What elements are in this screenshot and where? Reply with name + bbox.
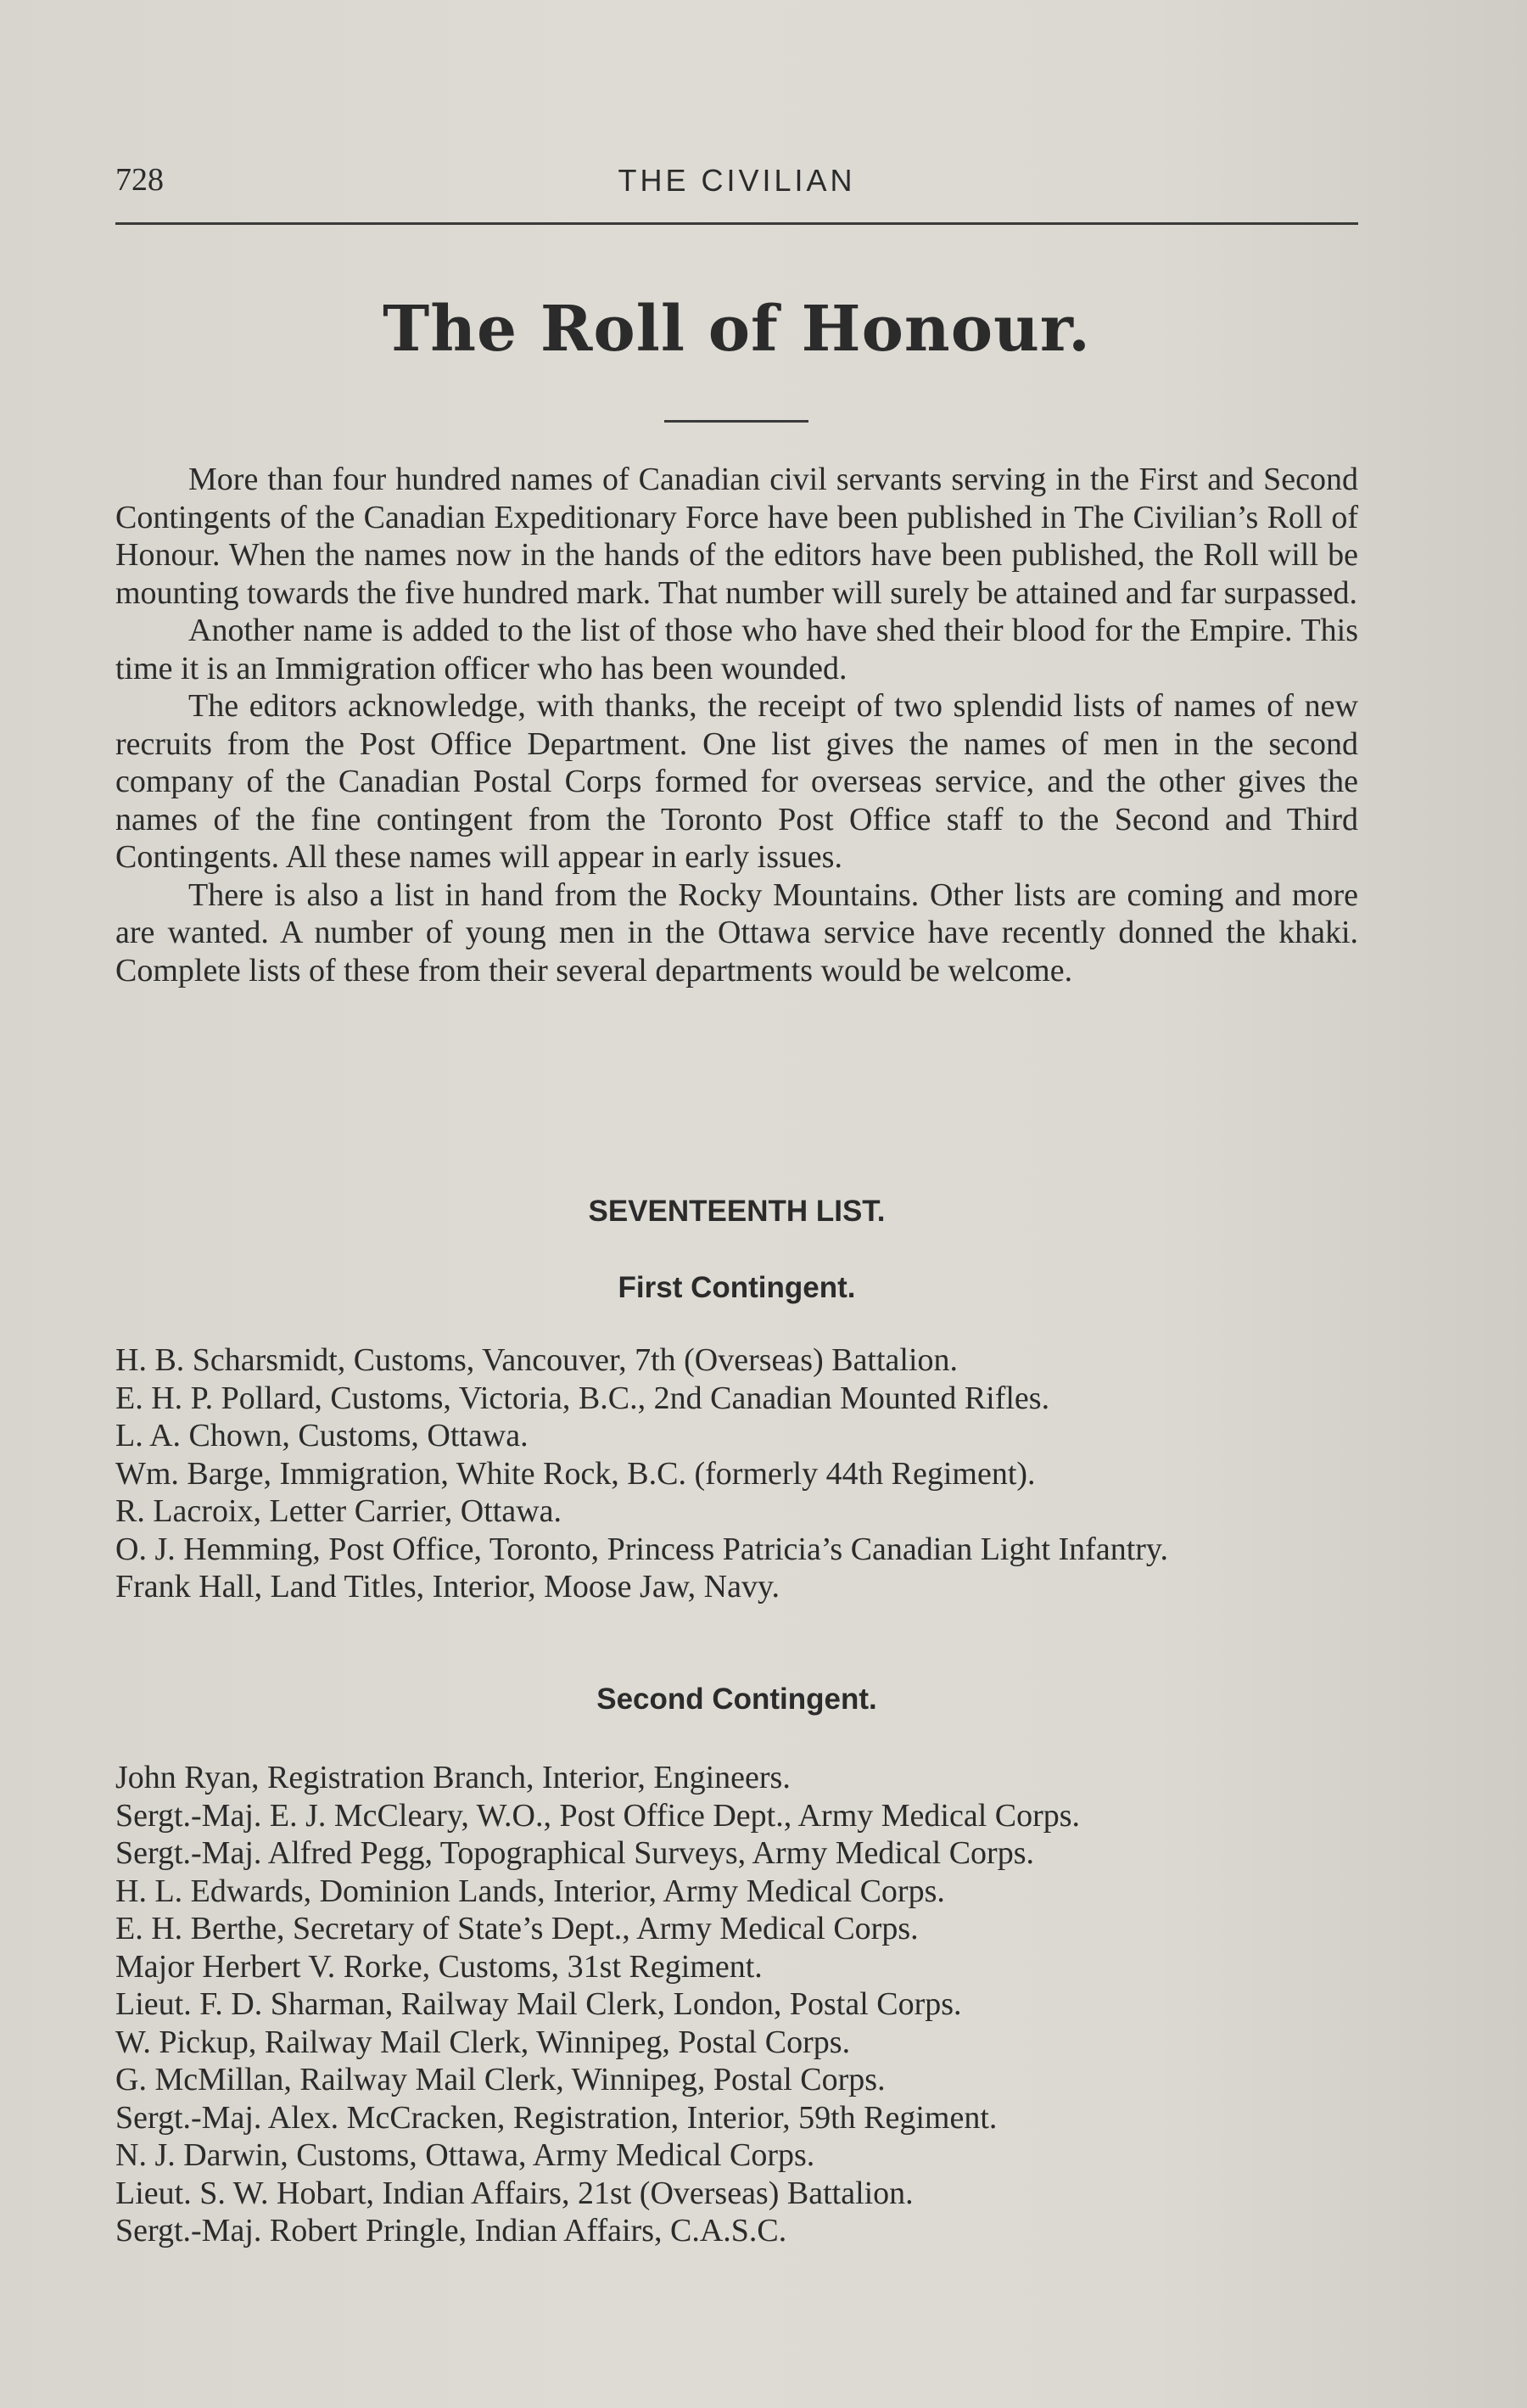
article-title: The Roll of Honour. — [383, 293, 1091, 366]
paragraph: More than four hundred names of Canadian civil servants serving in the First and Second Contingents of the Canadian Expeditionary Force have been published in The Civilian’s Roll of Honour. When the names now in the hands of the editors have been published, the Roll will be mounting towards the five hundred mark. That number will surely be attained and far surpassed. — [115, 462, 1358, 611]
article-body — [115, 461, 1358, 989]
paragraph: Another name is added to the list of those who have shed their blood for the Empire. This time it is an Immigration officer who has been wounded. — [115, 613, 1358, 686]
list-item: W. Pickup, Railway Mail Clerk, Winnipeg, Postal Corps. — [115, 2024, 851, 2060]
list-item: Lieut. S. W. Hobart, Indian Affairs, 21st (Overseas) Battalion. — [115, 2175, 914, 2211]
page-header — [115, 161, 1358, 212]
list-item: Sergt.-Maj. Alfred Pegg, Topographical Surveys, Army Medical Corps. — [115, 1835, 1034, 1871]
running-title: THE CIVILIAN — [618, 163, 856, 198]
title-rule — [664, 420, 808, 423]
page-number: 728 — [115, 162, 164, 198]
list-item: L. A. Chown, Customs, Ottawa. — [115, 1418, 529, 1453]
list-item: O. J. Hemming, Post Office, Toronto, Princess Patricia’s Canadian Light Infantry. — [115, 1531, 1168, 1567]
first-contingent-heading: First Contingent. — [618, 1271, 856, 1304]
paragraph: There is also a list in hand from the Rocky Mountains. Other lists are coming and more are wanted. A number of young men in the Ottawa service have recently donned the khaki. Complete lists of these from their several departments would be welcome. — [115, 876, 1358, 988]
paragraph: The editors acknowledge, with thanks, the receipt of two splendid lists of names of new recruits from the Post Office Department. One list gives the names of men in the second company of the Canadian Postal Corps formed for overseas service, and the other gives the names of the fine contingent from the Toronto Post Office staff to the Second and Third Contingents. All these names will appear in early issues. — [115, 688, 1358, 875]
list-item: Lieut. F. D. Sharman, Railway Mail Clerk, London, Postal Corps. — [115, 1986, 962, 2022]
list-item: Sergt.-Maj. Alex. McCracken, Registration, Interior, 59th Regiment. — [115, 2099, 998, 2136]
header-rule — [115, 222, 1358, 225]
list-item: H. B. Scharsmidt, Customs, Vancouver, 7th (Overseas) Battalion. — [115, 1342, 959, 1378]
list-heading: SEVENTEENTH LIST. — [588, 1195, 886, 1228]
list-item: Sergt.-Maj. Robert Pringle, Indian Affairs, C.A.S.C. — [115, 2213, 787, 2248]
list-item: Frank Hall, Land Titles, Interior, Moose Jaw, Navy. — [115, 1569, 780, 1604]
first-contingent-list — [115, 1341, 1358, 1606]
list-item: E. H. Berthe, Secretary of State’s Dept., Army Medical Corps. — [115, 1911, 919, 1946]
list-item: R. Lacroix, Letter Carrier, Ottawa. — [115, 1493, 562, 1529]
list-item: Major Herbert V. Rorke, Customs, 31st Regiment. — [115, 1948, 763, 1985]
list-item: N. J. Darwin, Customs, Ottawa, Army Medical Corps. — [115, 2137, 815, 2173]
list-item: H. L. Edwards, Dominion Lands, Interior, Army Medical Corps. — [115, 1873, 945, 1909]
list-item: Wm. Barge, Immigration, White Rock, B.C. (formerly 44th Regiment). — [115, 1455, 1036, 1492]
list-item: John Ryan, Registration Branch, Interior, Engineers. — [115, 1760, 791, 1795]
second-contingent-list — [115, 1759, 1358, 2250]
list-item: G. McMillan, Railway Mail Clerk, Winnipeg, Postal Corps. — [115, 2062, 886, 2097]
list-item: Sergt.-Maj. E. J. McCleary, W.O., Post Office Dept., Army Medical Corps. — [115, 1797, 1081, 1834]
list-item: E. H. P. Pollard, Customs, Victoria, B.C., 2nd Canadian Mounted Rifles. — [115, 1380, 1050, 1416]
second-contingent-heading: Second Contingent. — [596, 1683, 877, 1716]
